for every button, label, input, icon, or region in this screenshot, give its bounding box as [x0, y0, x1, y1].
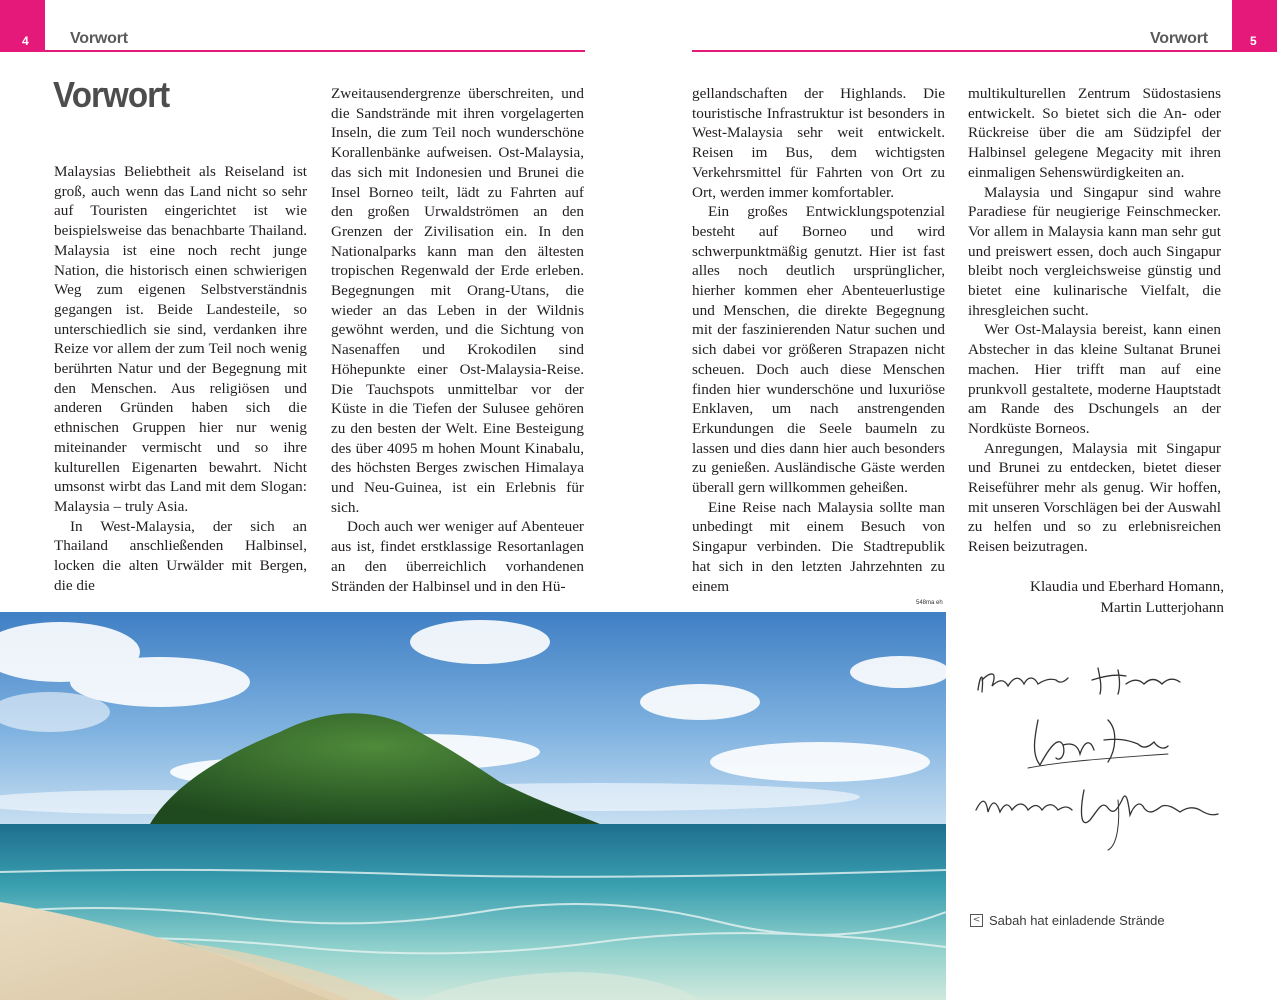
header-rule-left: [0, 50, 585, 52]
chapter-title: Vorwort: [53, 74, 170, 115]
paragraph: Malaysias Beliebtheit als Reiseland ist groß, auch wenn das Land nicht so sehr auf Touristen eingerichtet ist wie beispielsweise das benachbarte Thailand. Malaysia ist eine noch recht junge Nation, die historisch einen schwierigen Weg zum eigenen Selbstverständnis gegangen ist. Beide Landesteile, so unterschiedlich sie sind, verdanken ihre Reize vor allem der zum Teil noch wenig berührten Natur und der Begegnung mit den Menschen. Aus religiösen und anderen Gründen haben sich die ethnischen Gruppen hier nur wenig miteinander vermischt und so ihre kulturellen Eigenarten bewahrt. Nicht umsonst wirbt das Land mit dem Slogan: Malaysia – truly Asia.: [54, 163, 307, 515]
chevron-left-icon: <: [970, 914, 983, 927]
paragraph: Zweitausendergrenze überschreiten, und die Sandstrände mit ihren vorgelagerten Inseln, die zum Teil noch wunderschöne Korallenbänke aufweisen. Ost-Malaysia, das sich mit Indonesien und Brunei die Insel Borneo teilt, lädt zu Fahrten auf den großen Urwaldströmen an den Grenzen der Zivilisation ein. In den Nationalparks kann man den ältesten tropischen Regenwald der Erde erleben. Begegnungen mit Orang-Utans, die wieder an das Leben in der Wildnis gewöhnt werden, und die Sichtung von Nasenaffen und Krokodilen sind Höhepunkte einer Ost-Malaysia-Reise. Die Tauchspots unmittelbar vor der Küste in die Tiefen der Sulusee gehören zu den besten der Welt. Eine Besteigung des über 4095 m hohen Mount Kinabalu, des höchsten Berges zwischen Himalaya und Neu-Guinea, ist ein Erlebnis für sich.: [331, 85, 584, 516]
signoff: [968, 576, 1224, 618]
paragraph: Eine Reise nach Malaysia sollte man unbedingt mit einem Besuch von Singapur verbinden. Die Stadtrepublik hat sich in den letzten Jahrzehnten zu einem: [692, 498, 945, 595]
running-head-right: Vorwort: [1150, 30, 1208, 47]
photo-caption: [970, 913, 1165, 928]
paragraph: Ein großes Entwicklungspotenzial besteht auf Borneo und wird schwerpunktmäßig genutzt. Hier ist fast alles noch deutlich ursprünglicher, hierher kommen eher Abenteuerlustige und Menschen, die direkte Begegnung mit der faszinierenden Natur suchen und sich dabei vor größeren Strapazen nicht scheuen. Doch auch diese Menschen finden hier wunderschöne und luxuriöse Enklaven, um nach anstrengenden Erkundungen die Seele baumeln zu lassen und dies dann hier auch besonders zu genießen. Ausländische Gäste werden überall gern willkommen geheißen.: [692, 203, 945, 497]
caption-text: Sabah hat einladende Strände: [989, 913, 1165, 928]
page-number-left: 4: [0, 0, 45, 52]
text-column-2: [331, 84, 584, 596]
page-number-right: 5: [1232, 0, 1277, 52]
paragraph: Doch auch wer weniger auf Abenteuer aus ist, findet erstklassige Resortanlagen an den überreichlich vorhandenen Stränden der Halbinsel und in den Hü-: [331, 518, 584, 595]
handwritten-signatures: [968, 650, 1228, 860]
text-column-1: [54, 162, 307, 595]
paragraph: Malaysia und Singapur sind wahre Paradiese für neugierige Feinschmecker. Vor allem in Malaysia kann man sehr gut und preiswert essen, doch auch Singapur bleibt noch vergleichsweise günstig und bietet eine kulinarische Vielfalt, die ihresgleichen sucht.: [968, 183, 1221, 319]
header-rule-right: [692, 50, 1277, 52]
signoff-authors-line-1: Klaudia und Eberhard Homann,: [1029, 578, 1224, 595]
text-column-3: [692, 84, 945, 596]
text-column-4: [968, 84, 1221, 557]
paragraph: gellandschaften der Highlands. Die touristische Infrastruktur ist besonders in West-Malaysia sehr weit entwickelt. Reisen im Bus, dem wichtigsten Verkehrsmittel für Fahrten von Ort zu Ort, werden immer komfortabler.: [692, 85, 945, 201]
running-head-left: Vorwort: [70, 30, 128, 47]
beach-island-photo: [0, 612, 946, 1000]
signoff-authors-line-2: Martin Lutterjohann: [1100, 599, 1224, 616]
paragraph: In West-Malaysia, der sich an Thailand anschließenden Halbinsel, locken die alten Urwälder mit Bergen, die die: [54, 517, 307, 594]
paragraph: Wer Ost-Malaysia bereist, kann einen Abstecher in das kleine Sultanat Brunei machen. Hier trifft man auf eine prunkvoll gestaltete, moderne Hauptstadt am Rande des Dschungels an der Nordküste Borneos.: [968, 321, 1221, 437]
paragraph: Anregungen, Malaysia mit Singapur und Brunei zu entdecken, bietet dieser Reiseführer mehr als genug. Wir hoffen, mit unseren Vorschlägen bei der Auswahl zu helfen und so zu erlebnisreichen Reisen beizutragen.: [968, 439, 1221, 556]
paragraph: multikulturellen Zentrum Südostasiens entwickelt. So bietet sich die An- oder Rückreise über die am Südzipfel der Halbinsel gelegene Megacity mit ihren einmaligen Sehenswürdigkeiten an.: [968, 85, 1221, 181]
photo-credit: 548ma eh: [916, 600, 943, 606]
